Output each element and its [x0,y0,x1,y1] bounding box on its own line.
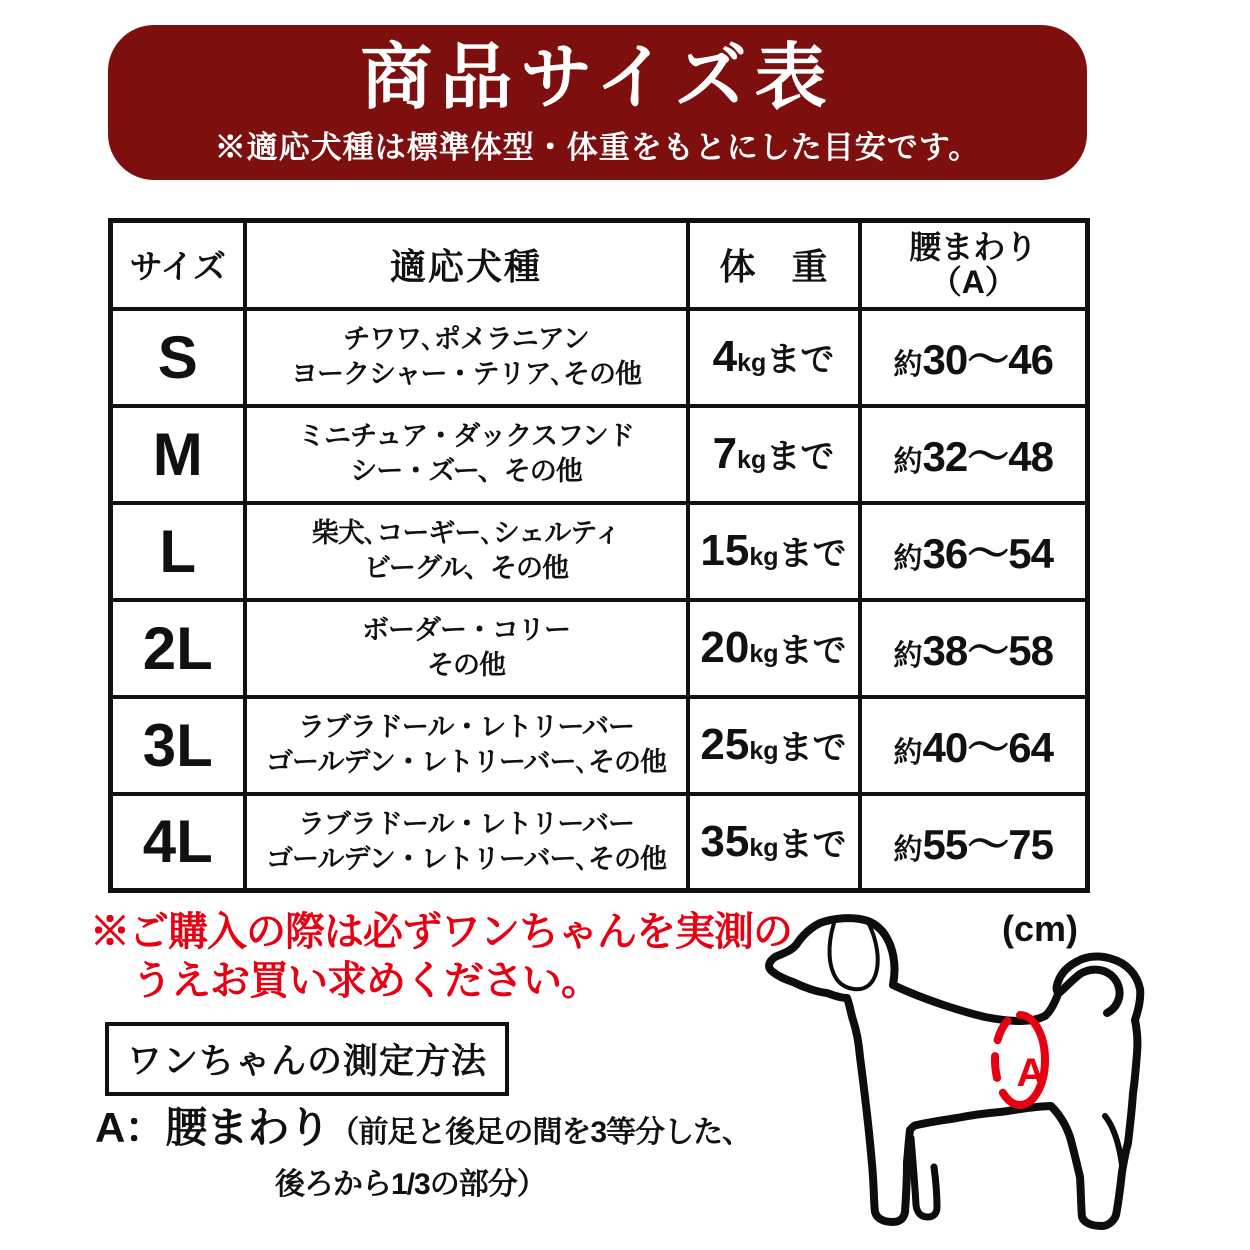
dog-body-outline [769,918,1140,1226]
breed-line2: ゴールデン・レトリーバー､その他 [265,843,667,874]
dog-ear [829,920,877,989]
measure-label: A：腰まわり [95,1104,330,1151]
waist-cell [860,309,1088,406]
waist-cell [860,406,1088,503]
purchase-note-line2: うえお買い求めください。 [132,958,600,1003]
breed-line2: その他 [427,650,505,680]
breed-line2: ゴールデン・レトリーバー､その他 [265,747,667,777]
header-size: サイズ [111,221,245,309]
unit-label: (cm) [1002,908,1079,949]
size-table [108,218,1090,893]
dog-thigh-line [1105,1116,1122,1165]
weight-value: 20 [700,623,750,672]
weight-value: 35 [700,816,750,866]
waist-range: 40〜64 [922,724,1053,771]
purchase-note [90,908,792,1006]
header-waist-line1: 腰まわり [909,228,1038,265]
breed-line2: シー・ズー、その他 [350,456,582,486]
table-row [111,600,1088,697]
size-cell: L [111,503,245,600]
waist-prefix: 約 [893,349,923,381]
breed-cell [245,697,688,794]
breed-cell [245,309,688,406]
header-breeds: 適応犬種 [245,221,688,309]
weight-unit: kg [749,737,779,765]
weight-suffix: まで [766,341,835,379]
breed-line1: チワワ､ポメラニアン [343,323,589,354]
header-weight: 体 重 [688,221,860,309]
size-cell: 4L [111,794,245,891]
weight-unit: kg [737,446,767,474]
breed-line1: ラブラドール・レトリーバー [297,808,635,839]
breed-line1: ボーダー・コリー [362,614,570,645]
breed-line2: ヨークシャー・テリア､その他 [291,359,641,389]
breed-cell [245,794,688,891]
waist-prefix: 約 [893,640,923,672]
waist-cell [860,697,1088,794]
breed-line1: ラブラドール・レトリーバー [297,711,635,742]
table-row [111,697,1088,794]
measurement-method-box: ワンちゃんの測定方法 [105,1022,509,1096]
weight-unit: kg [737,349,767,377]
breed-line1: 柴犬､コーギー､シェルティ [311,517,621,548]
measure-detail-line2: 後ろから1/3の部分） [275,1168,546,1201]
weight-unit: kg [749,543,779,571]
waist-marker-label: A [1016,1051,1046,1095]
waist-range: 38〜58 [922,627,1053,674]
waist-cell [860,794,1088,891]
waist-range: 30〜46 [922,336,1053,383]
breed-cell [245,600,688,697]
header-banner [108,25,1087,180]
waist-prefix: 約 [893,737,923,769]
weight-cell [688,406,860,503]
dog-back-line [893,985,1058,1021]
weight-suffix: まで [766,438,835,476]
waist-cell [860,600,1088,697]
weight-value: 15 [700,526,750,575]
waist-range: 32〜48 [922,433,1053,480]
weight-value: 4 [712,332,738,381]
breed-cell [245,503,688,600]
measure-detail-line1: （前足と後足の間を3等分した、 [329,1116,752,1149]
waist-range: 36〜54 [922,530,1053,577]
weight-cell [688,503,860,600]
weight-unit: kg [749,833,779,862]
weight-suffix: まで [778,729,847,767]
page-subtitle: ※適応犬種は標準体型・体重をもとにした目安です。 [214,130,981,166]
waist-range: 55〜75 [922,820,1053,868]
header-waist [860,221,1088,309]
weight-cell [688,794,860,891]
table-row [111,309,1088,406]
table-row [111,503,1088,600]
size-cell: S [111,309,245,406]
table-row [111,794,1088,891]
breed-cell [245,406,688,503]
table-row [111,406,1088,503]
weight-cell [688,309,860,406]
weight-value: 7 [712,429,738,478]
table-header-row [111,221,1088,309]
measurement-description [95,1095,751,1203]
weight-unit: kg [749,640,779,668]
purchase-note-line1: ※ご購入の際は必ずワンちゃんを実測の [90,910,792,954]
header-waist-line2: （A） [929,263,1017,300]
size-cell: 2L [111,600,245,697]
weight-value: 25 [700,720,750,769]
weight-cell [688,600,860,697]
breed-line1: ミニチュア・ダックスフンド [298,420,634,451]
weight-suffix: まで [778,632,847,670]
page-title: 商品サイズ表 [360,38,835,118]
waist-prefix: 約 [893,833,923,866]
weight-suffix: まで [778,825,847,864]
dog-illustration [750,910,1220,1250]
waist-prefix: 約 [893,446,923,478]
weight-cell [688,697,860,794]
size-cell: M [111,406,245,503]
dog-far-front-leg [911,1138,937,1217]
waist-prefix: 約 [893,543,923,575]
weight-suffix: まで [778,535,847,573]
breed-line2: ビーグル、その他 [364,553,568,583]
size-cell: 3L [111,697,245,794]
waist-cell [860,503,1088,600]
